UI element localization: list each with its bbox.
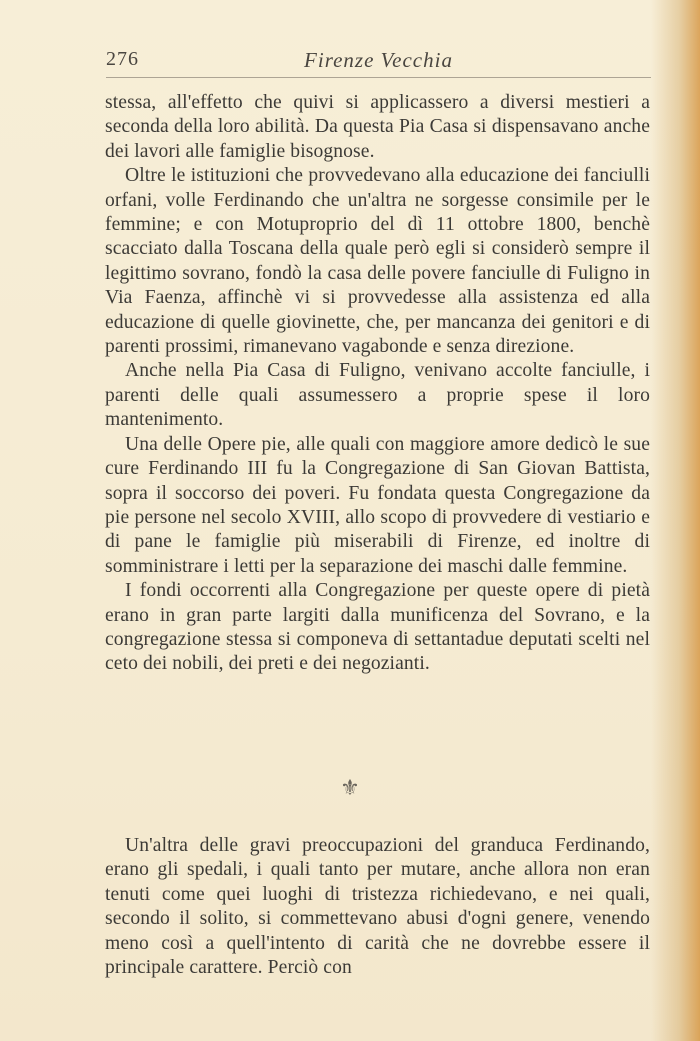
page-header [106, 44, 651, 78]
paragraph: Una delle Opere pie, alle quali con maggiore amore dedicò le sue cure Ferdinando III fu la Congregazione di San Giovan Battista, sopra il soccorso dei poveri. Fu fondata questa Congregazione da pie persone nel secolo XVIII, allo scopo di provvedere di vestiario e di pane le famiglie più miserabili di Firenze, ed inoltre di somministrare i letti per la separazione dei maschi dalle femmine. [105, 433, 650, 577]
paragraph: Oltre le istituzioni che provvedevano alla educazione dei fanciulli orfani, volle Ferdinando che un'altra ne sorgesse consimile per le femmine; e con Motuproprio del dì 11 ottobre 1800, benchè scacciato dalla Toscana della quale però egli si considerò sempre il legittimo sovrano, fondò la casa delle povere fanciulle di Fuligno in Via Faenza, affinchè vi si provvedesse alla assistenza ed alla educazione di quelle giovinette, che, per mancanza dei genitori e di parenti prossimi, rimanevano vagabonde e senza direzione. [105, 165, 650, 358]
paragraph: Anche nella Pia Casa di Fuligno, venivano accolte fanciulle, i parenti delle quali assumessero a proprie spese il loro mantenimento. [105, 360, 650, 431]
header-rule [106, 77, 651, 78]
main-text [105, 91, 650, 677]
page-number: 276 [106, 48, 139, 70]
paragraph: Un'altra delle gravi preoccupazioni del granduca Ferdinando, erano gli spedali, i quali tanto per mutare, anche allora non eran tenuti come quei luoghi di tristezza richiedevano, e nei quali, secondo il solito, si commettevano abusi d'ogni genere, venendo meno così a quell'intento di carità che ne dovrebbe essere il principale carattere. Perciò con [105, 835, 650, 979]
paragraph: stessa, all'effetto che quivi si applicassero a diversi mestieri a seconda della loro abilità. Da questa Pia Casa si dispensavano anche dei lavori alle famiglie bisognose. [105, 92, 650, 162]
fleur-de-lis-icon: ⚜ [340, 775, 360, 800]
section-two-text [105, 834, 650, 980]
running-title: Firenze Vecchia [304, 48, 453, 72]
paragraph: I fondi occorrenti alla Congregazione per queste opere di pietà erano in gran parte largiti dalla munificenza del Sovrano, e la congregazione stessa si componeva di settantadue deputati scelti nel ceto dei nobili, dei preti e dei negozianti. [105, 580, 650, 675]
